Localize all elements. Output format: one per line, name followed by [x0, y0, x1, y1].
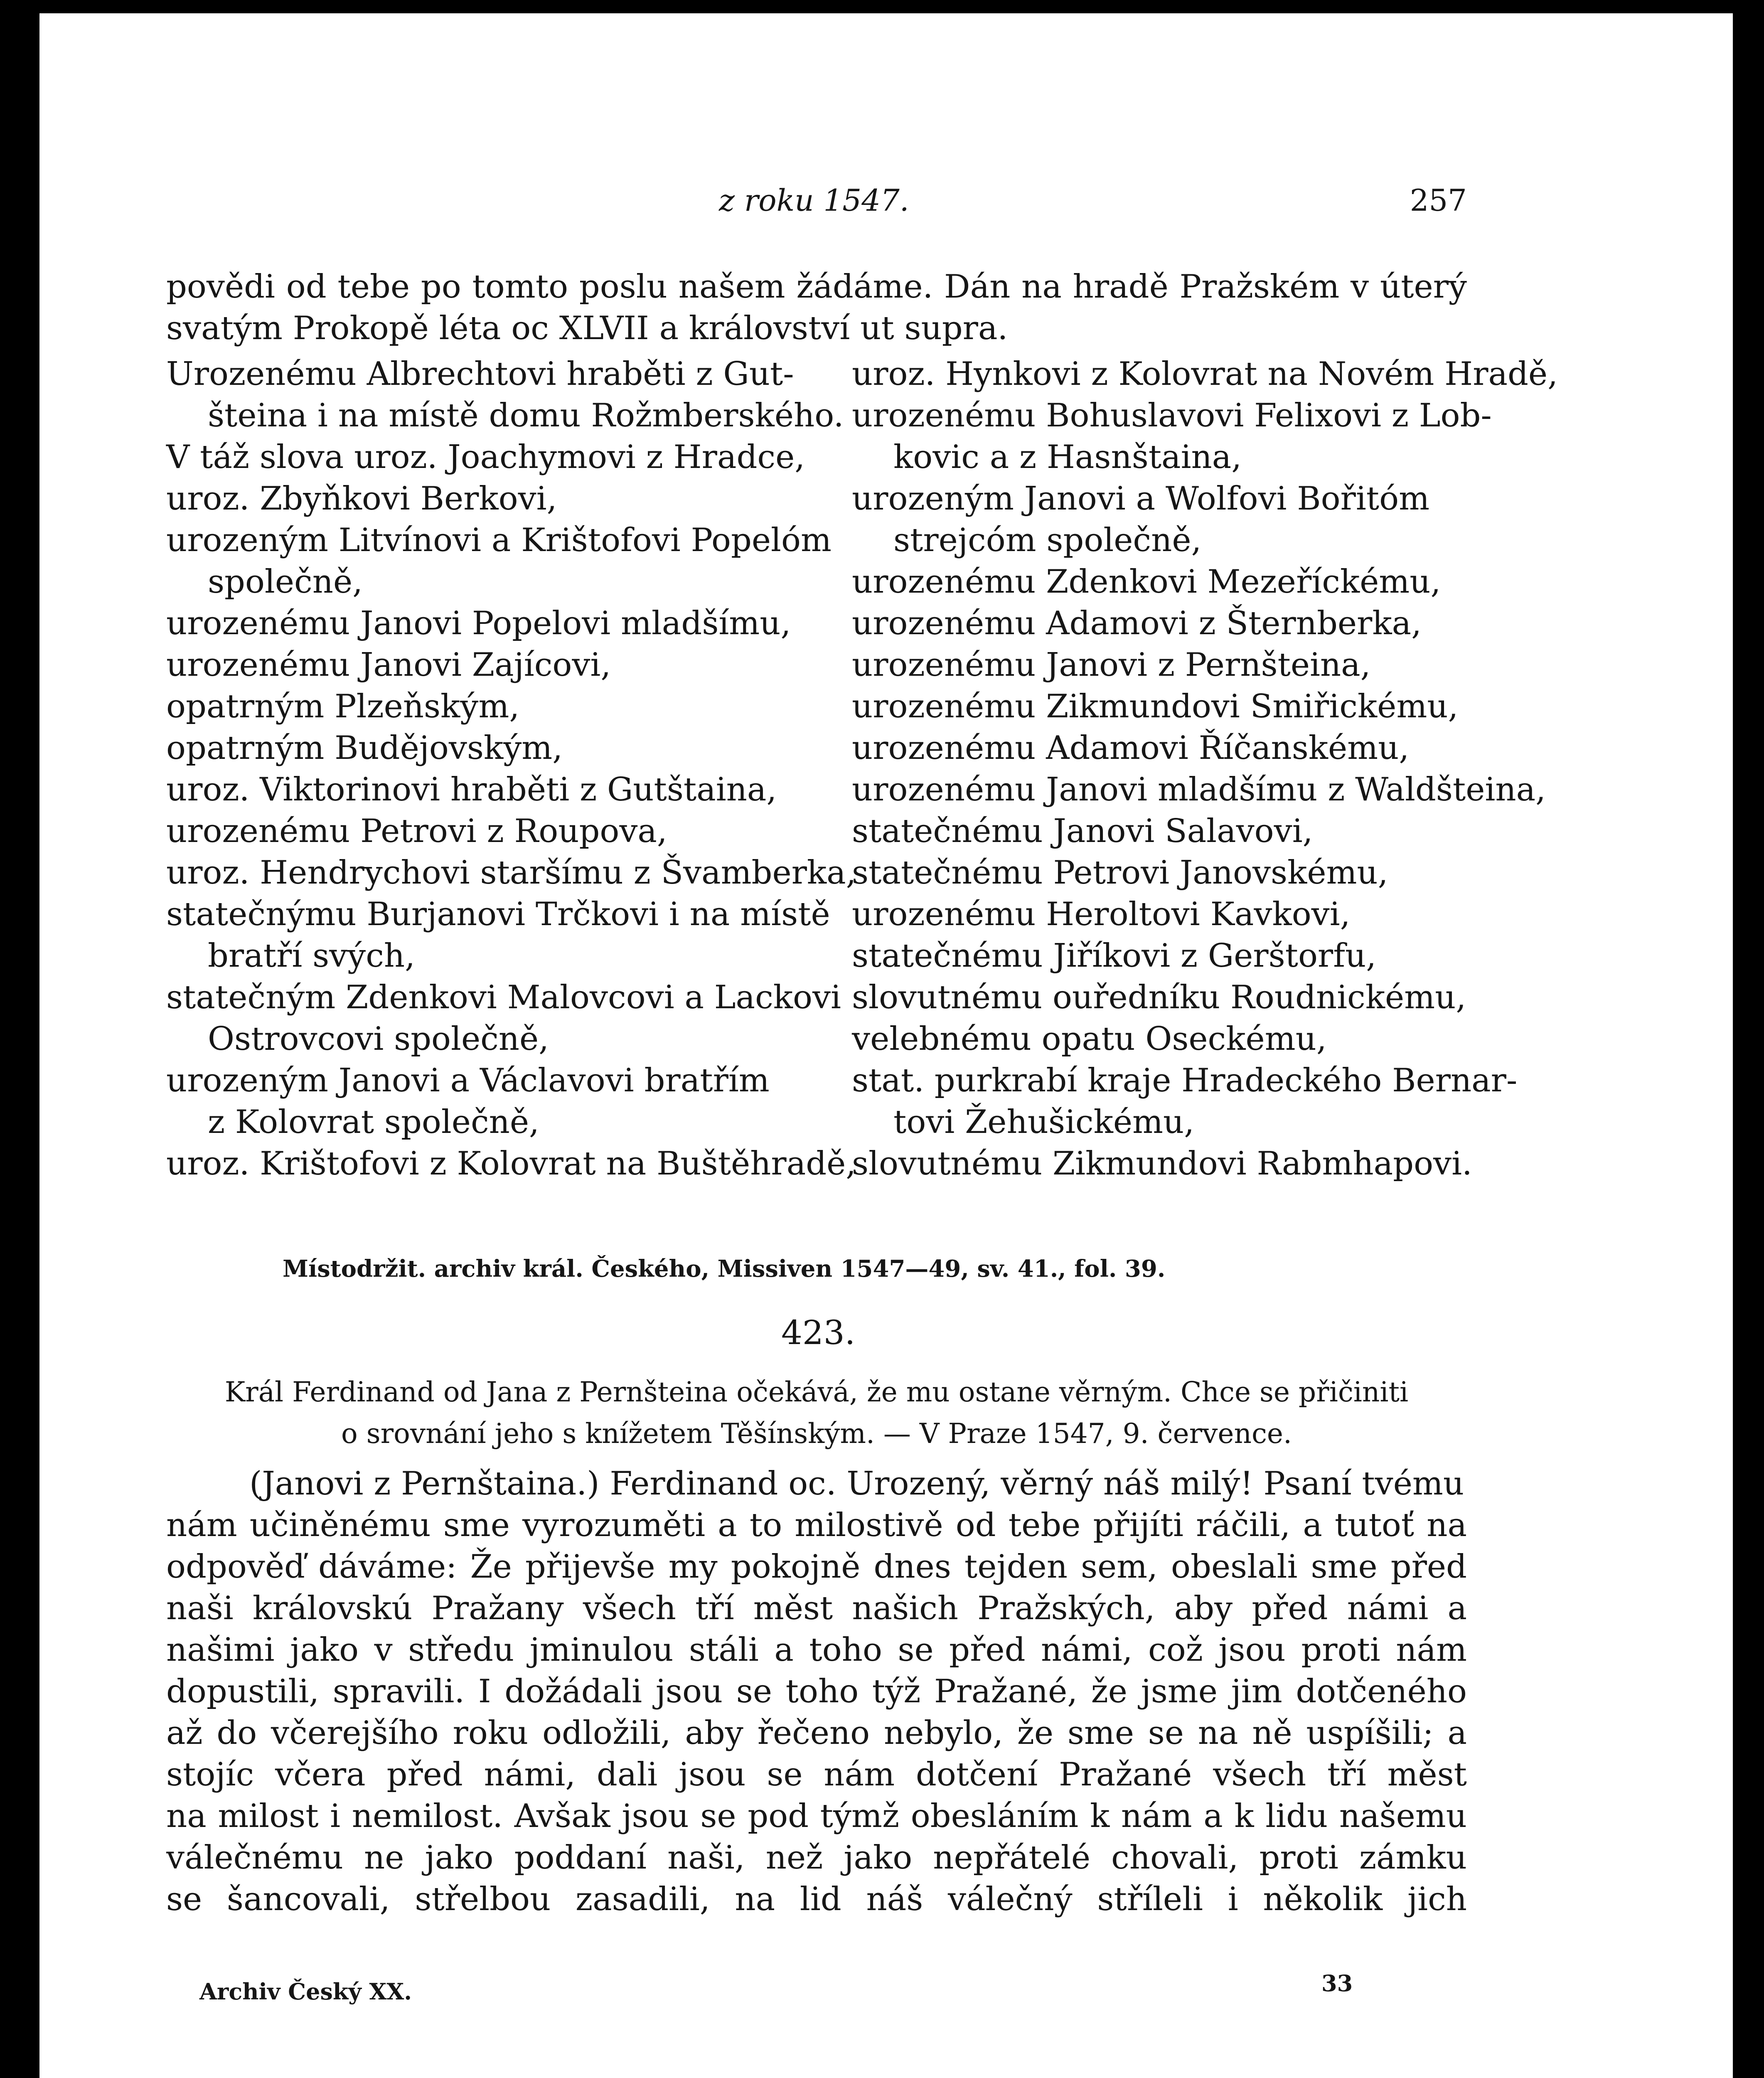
addressee-left: Urozenému Albrechtovi hraběti z Gut-	[166, 355, 794, 393]
addressee-left: uroz. Krištofovi z Kolovrat na Buštěhradě,	[166, 1145, 856, 1182]
addressee-left: uroz. Zbyňkovi Berkovi,	[166, 480, 557, 517]
addressee-right: slovutnému Zikmundovi Rabmhapovi.	[852, 1145, 1472, 1182]
body-line: válečnému ne jako poddaní naši, než jako nepřátelé chovali, proti zámku	[166, 1839, 1467, 1876]
body-line: naši královskú Pražany všech tří měst našich Pražských, aby před námi a	[166, 1590, 1467, 1627]
footer-sheet-number: 33	[1321, 1970, 1353, 1997]
addressee-right: slovutnému ouředníku Roudnickému,	[852, 979, 1466, 1016]
addressee-left: uroz. Hendrychovi staršímu z Švamberka,	[166, 854, 856, 891]
addressee-right: statečnému Petrovi Janovskému,	[852, 854, 1388, 891]
body-line: odpověď dáváme: Že přijevše my pokojně dnes tejden sem, obeslali sme před	[166, 1548, 1467, 1586]
page-number: 257	[1410, 183, 1467, 218]
summary-line: o srovnání jeho s knížetem Těšínským. — V Praze 1547, 9. července.	[341, 1418, 1292, 1450]
addressee-right: urozenému Zdenkovi Mezeříckému,	[852, 563, 1441, 601]
body-line: (Janovi z Pernštaina.) Ferdinand oc. Urozený, věrný náš milý! Psaní tvému	[249, 1465, 1464, 1502]
addressee-left: urozenému Janovi Zajícovi,	[166, 646, 611, 684]
summary-line: Král Ferdinand od Jana z Pernšteina očekává, že mu ostane věrným. Chce se přičiniti	[224, 1376, 1409, 1408]
document-number: 423.	[781, 1313, 856, 1352]
addressee-right: urozenému Janovi mladšímu z Waldšteina,	[852, 771, 1546, 808]
body-line: až do včerejšího roku odložili, aby řečeno nebylo, že sme se na ně uspíšili; a	[166, 1714, 1467, 1752]
addressee-left: urozenému Janovi Popelovi mladšímu,	[166, 605, 791, 642]
body-line: na milost i nemilost. Avšak jsou se pod týmž obesláním k nám a k lidu našemu	[166, 1797, 1467, 1835]
addressee-left: urozeným Litvínovi a Krištofovi Popelóm	[166, 522, 832, 559]
addressee-left: urozeným Janovi a Václavovi bratřím	[166, 1062, 770, 1099]
addressee-right: tovi Žehušickému,	[893, 1103, 1195, 1141]
addressee-right: urozenému Zikmundovi Smiřickému,	[852, 688, 1459, 725]
intro-line: povědi od tebe po tomto poslu našem žádáme. Dán na hradě Pražském v úterý	[166, 268, 1467, 305]
body-line: se šancovali, střelbou zasadili, na lid náš válečný stříleli i několik jich	[166, 1881, 1467, 1918]
source-note: Místodržit. archiv král. Českého, Missiven 1547—49, sv. 41., fol. 39.	[283, 1255, 1166, 1283]
scan-border-right	[1733, 0, 1764, 2078]
addressee-right: statečnému Janovi Salavovi,	[852, 812, 1313, 850]
addressee-left: Ostrovcovi společně,	[208, 1020, 549, 1058]
addressee-left: uroz. Viktorinovi hraběti z Gutštaina,	[166, 771, 777, 808]
addressee-left: z Kolovrat společně,	[208, 1103, 539, 1141]
body-line: dopustili, spravili. I dožádali jsou se toho týž Pražané, že jsme jim dotčeného	[166, 1673, 1467, 1710]
addressee-left: bratří svých,	[208, 937, 415, 975]
addressee-left: opatrným Plzeňským,	[166, 688, 520, 725]
addressee-right: stat. purkrabí kraje Hradeckého Bernar-	[852, 1062, 1518, 1099]
body-line: našimi jako v středu jminulou stáli a toho se před námi, což jsou proti nám	[166, 1631, 1467, 1669]
addressee-right: urozenému Adamovi Říčanskému,	[852, 729, 1410, 767]
addressee-right: urozeným Janovi a Wolfovi Bořitóm	[852, 480, 1430, 517]
footer-signature: Archiv Český XX.	[199, 1978, 412, 2005]
addressee-left: urozenému Petrovi z Roupova,	[166, 812, 667, 850]
running-title: z roku 1547.	[719, 183, 909, 218]
addressee-right: urozenému Janovi z Pernšteina,	[852, 646, 1371, 684]
addressee-right: urozenému Adamovi z Šternberka,	[852, 605, 1422, 642]
addressee-left: V táž slova uroz. Joachymovi z Hradce,	[166, 438, 805, 476]
scan-border-top	[0, 0, 1764, 13]
body-line: stojíc včera před námi, dali jsou se nám dotčení Pražané všech tří měst	[166, 1756, 1467, 1793]
book-page	[166, 183, 1558, 2053]
addressee-right: urozenému Heroltovi Kavkovi,	[852, 896, 1351, 933]
addressee-right: statečnému Jiříkovi z Gerštorfu,	[852, 937, 1377, 975]
addressee-right: velebnému opatu Oseckému,	[852, 1020, 1327, 1058]
addressee-left: statečnýmu Burjanovi Trčkovi i na místě	[166, 896, 830, 933]
page-header	[166, 183, 1467, 229]
addressee-right: uroz. Hynkovi z Kolovrat na Novém Hradě,	[852, 355, 1558, 393]
scan-border-left	[0, 0, 39, 2078]
addressee-left: společně,	[208, 563, 363, 601]
addressee-left: opatrným Budějovským,	[166, 729, 563, 767]
body-line: nám učiněnému sme vyrozuměti a to milostivě od tebe přijíti ráčili, a tutoť na	[166, 1507, 1467, 1544]
addressee-right: strejcóm společně,	[893, 522, 1202, 559]
addressee-left: šteina i na místě domu Rožmberského.	[208, 397, 844, 434]
addressee-right: kovic a z Hasnštaina,	[893, 438, 1242, 476]
addressee-left: statečným Zdenkovi Malovcovi a Lackovi	[166, 979, 841, 1016]
addressee-right: urozenému Bohuslavovi Felixovi z Lob-	[852, 397, 1492, 434]
intro-line: svatým Prokopě léta oc XLVII a království ut supra.	[166, 310, 1008, 347]
